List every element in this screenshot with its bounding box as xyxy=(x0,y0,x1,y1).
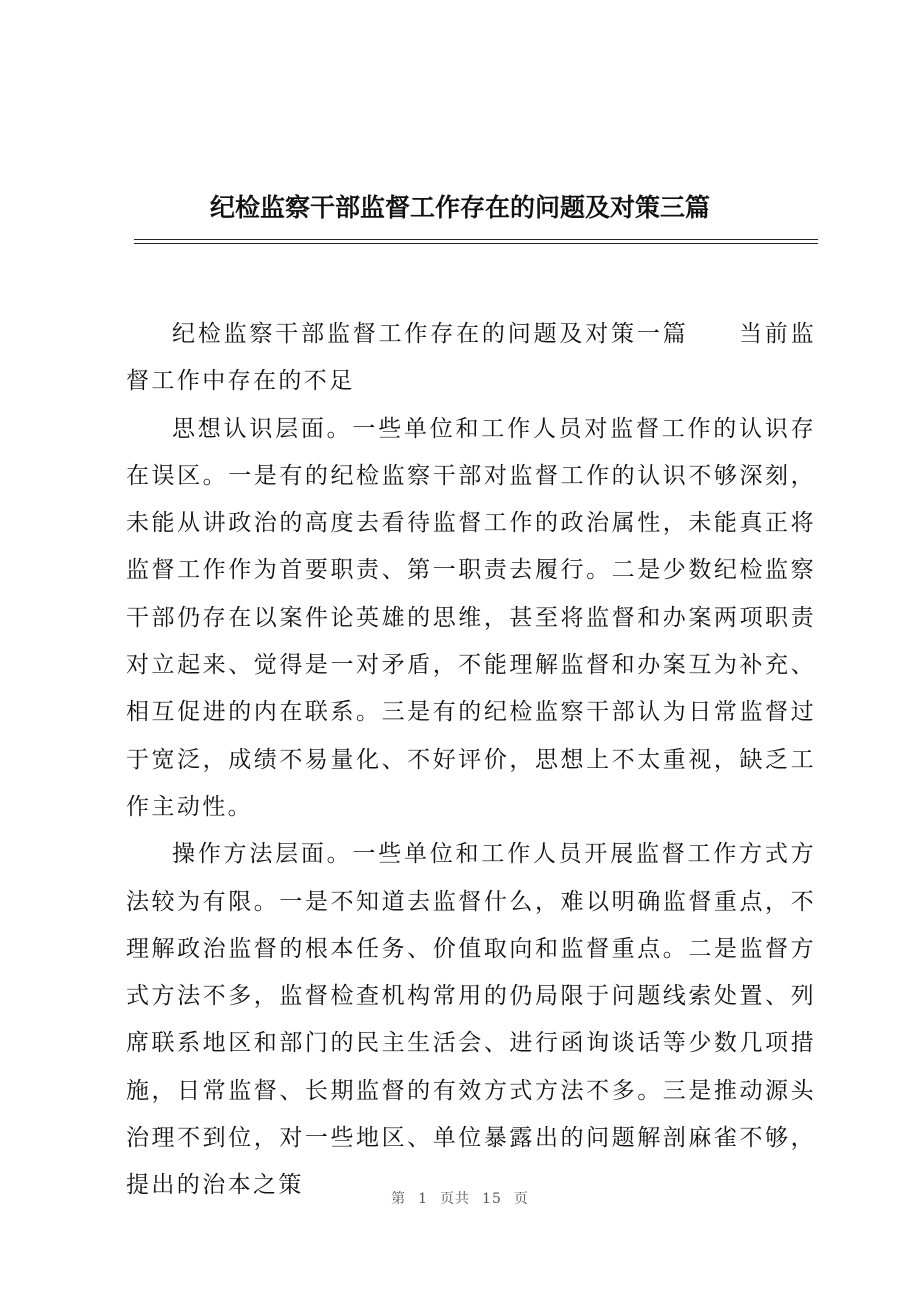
footer-middle: 页共 xyxy=(440,1191,471,1207)
intro-heading: 纪检监察干部监督工作存在的问题及对策一篇 xyxy=(172,321,689,347)
footer-page-number: 1 xyxy=(418,1191,429,1207)
footer-prefix: 第 xyxy=(391,1191,407,1207)
intro-subheading: 当前监督工作中存在的不足 xyxy=(126,321,817,395)
intro-paragraph xyxy=(126,311,816,406)
body-paragraph: 操作方法层面。一些单位和工作人员开展监督工作方式方法较为有限。一是不知道去监督什么，难以明确监督重点，不理解政治监督的根本任务、价值取向和监督重点。二是监督方式方法不多，监督检查机构常用的仍局限于问题线索处置、列席联系地区和部门的民主生活会、进行函询谈话等少数几项措施，日常监督、长期监督的有效方式方法不多。三是推动源头治理不到位，对一些地区、单位暴露出的问题解剖麻雀不够，提出的治本之策 xyxy=(126,841,816,1199)
footer-total-pages: 15 xyxy=(482,1191,502,1207)
page-title: 纪检监察干部监督工作存在的问题及对策三篇 xyxy=(209,193,710,222)
body-paragraph: 思想认识层面。一些单位和工作人员对监督工作的认识存在误区。一是有的纪检监察干部对监督工作的认识不够深刻，未能从讲政治的高度去看待监督工作的政治属性，未能真正将监督工作作为首要职责、第一职责去履行。二是少数纪检监察干部仍存在以案件论英雄的思维，甚至将监督和办案两项职责对立起来、觉得是一对矛盾，不能理解监督和办案互为补充、相互促进的内在联系。三是有的纪检监察干部认为日常监督过于宽泛，成绩不易量化、不好评价，思想上不太重视，缺乏工作主动性。 xyxy=(126,415,816,820)
footer-suffix: 页 xyxy=(513,1191,529,1207)
title-double-rule xyxy=(134,239,818,244)
document-body xyxy=(126,311,816,1210)
page-footer xyxy=(0,1188,920,1208)
